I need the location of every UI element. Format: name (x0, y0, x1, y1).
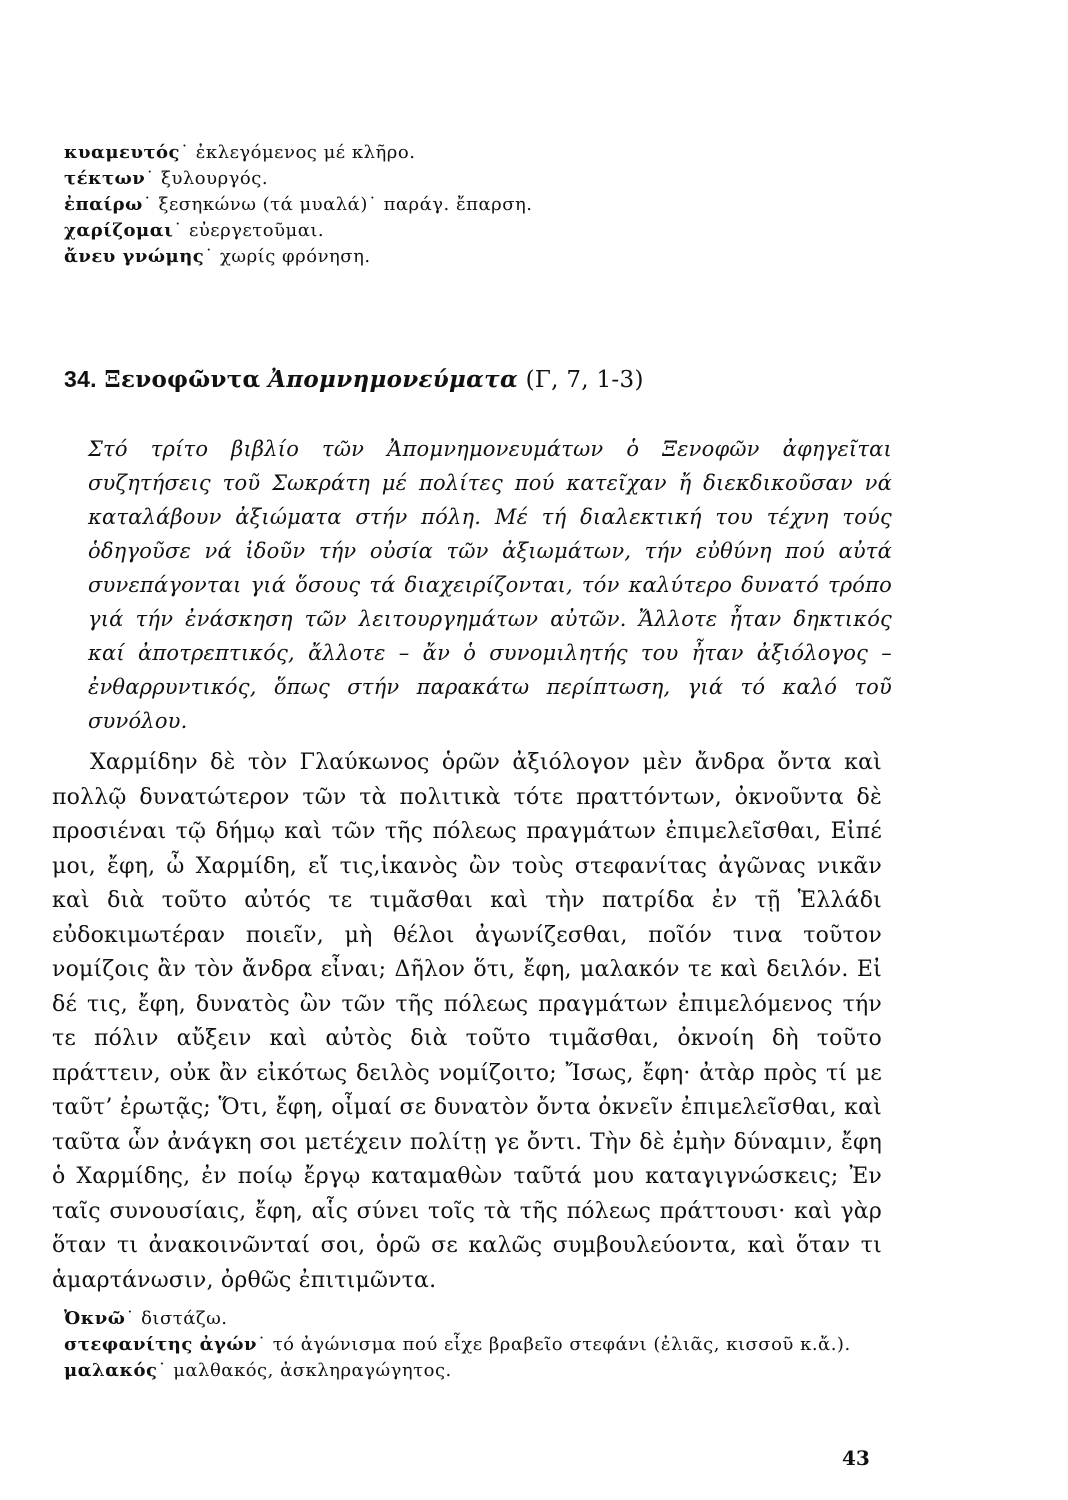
glossary-definition: διστάζω. (141, 1308, 228, 1329)
glossary-term: μαλακός (64, 1360, 158, 1381)
glossary-definition: ἐκλεγόμενος μέ κλῆρο. (195, 142, 416, 163)
section-number: 34. (64, 366, 97, 392)
glossary-entry: τέκτων˙ ξυλουργός. (64, 168, 269, 189)
section-heading (64, 366, 644, 393)
glossary-definition: μαλθακός, ἀσκληραγώγητος. (173, 1360, 452, 1381)
section-work: Ἀπομνημονεύματα (268, 366, 518, 393)
glossary-entry: κυαμευτός˙ ἐκλεγόμενος μέ κλῆρο. (64, 142, 416, 163)
page-number: 43 (842, 1446, 870, 1470)
glossary-definition: εὐεργετοῦμαι. (189, 220, 325, 241)
glossary-term: χαρίζομαι (64, 220, 174, 241)
glossary-entry: μαλακός˙ μαλθακός, ἀσκληραγώγητος. (64, 1360, 452, 1381)
section-author: Ξενοφῶντα (104, 366, 261, 393)
glossary-entry: ἐπαίρω˙ ξεσηκώνω (τά μυαλά)˙ παράγ. ἔπαρση. (64, 194, 533, 215)
glossary-term: κυαμευτός (64, 142, 181, 163)
bottom-glossary (64, 1306, 851, 1384)
glossary-definition: ξυλουργός. (161, 168, 269, 189)
greek-passage: Χαρμίδην δὲ τὸν Γλαύκωνος ὁρῶν ἀξιόλογον μὲν ἄνδρα ὄντα καὶ πολλῷ δυνατώτερον τῶν τὰ πολιτικὰ τότε πραττόντων, ὀκνοῦντα δὲ προσιέναι τῷ δήμῳ καὶ τῶν τῆς πόλεως πραγμάτων ἐπιμελεῖσθαι, Εἰπέ μοι, ἔφη, ὦ Χαρμίδη, εἴ τις,ἱκανὸς ὢν τοὺς στεφανίτας ἀγῶνας νικᾶν καὶ διὰ τοῦτο αὐτός τε τιμᾶσθαι καὶ τὴν πατρίδα ἐν τῇ Ἑλλάδι εὐδοκιμωτέραν ποιεῖν, μὴ θέλοι ἀγωνίζεσθαι, ποῖόν τινα τοῦτον νομίζοις ἂν τὸν ἄνδρα εἶναι; Δῆλον ὅτι, ἔφη, μαλακόν τε καὶ δειλόν. Εἰ δέ τις, ἔφη, δυνατὸς ὢν τῶν τῆς πόλεως πραγμάτων ἐπιμελόμενος τήν τε πόλιν αὔξειν καὶ αὐτὸς διὰ τοῦτο τιμᾶσθαι, ὀκνοίη δὴ τοῦτο πράττειν, οὐκ ἂν εἰκότως δειλὸς νομίζοιτο; Ἴσως, ἔφη· ἀτὰρ πρὸς τί με ταῦτ’ ἐρωτᾷς; Ὅτι, ἔφη, οἶμαί σε δυνατὸν ὄντα ὀκνεῖν ἐπιμελεῖσθαι, καὶ ταῦτα ὧν ἀνάγκη σοι μετέχειν πολίτῃ γε ὄντι. Τὴν δὲ ἐμὴν δύναμιν, ἔφη ὁ Χαρμίδης, ἐν ποίῳ ἔργῳ καταμαθὼν ταῦτά μου καταγιγνώσκεις; Ἐν ταῖς συνουσίαις, ἔφη, αἷς σύνει τοῖς τὰ τῆς πόλεως πράττουσι· καὶ γὰρ ὅταν τι ἀνακοινῶνταί σοι, ὁρῶ σε καλῶς συμβουλεύοντα, καὶ ὅταν τι ἁμαρτάνωσιν, ὀρθῶς ἐπιτιμῶντα. (52, 750, 882, 1293)
glossary-definition: τό ἀγώνισμα πού εἶχε βραβεῖο στεφάνι (ἐλιᾶς, κισσοῦ κ.ἄ.). (272, 1334, 851, 1355)
glossary-entry: Ὀκνῶ˙ διστάζω. (64, 1308, 228, 1329)
glossary-term: ἄνευ γνώμης (64, 246, 205, 267)
glossary-entry: στεφανίτης ἀγών˙ τό ἀγώνισμα πού εἶχε βραβεῖο στεφάνι (ἐλιᾶς, κισσοῦ κ.ἄ.). (64, 1334, 851, 1355)
glossary-term: τέκτων (64, 168, 146, 189)
intro-paragraph: Στό τρίτο βιβλίο τῶν Ἀπομνημονευμάτων ὁ Ξενοφῶν ἀφηγεῖται συζητήσεις τοῦ Σωκράτη μέ πολίτες πού κατεῖχαν ἤ διεκδικοῦσαν νά καταλάβουν ἀξιώματα στήν πόλη. Μέ τή διαλεκτική του τέχνη τούς ὁδηγοῦσε νά ἰδοῦν τήν οὐσία τῶν ἀξιωμάτων, τήν εὐθύνη πού αὐτά συνεπάγονται γιά ὅσους τά διαχειρίζονται, τόν καλύτερο δυνατό τρόπο γιά τήν ἐνάσκηση τῶν λειτουργημάτων αὐτῶν. Ἄλλοτε ἦταν δηκτικός καί ἀποτρεπτικός, ἄλλοτε – ἄν ὁ συνομιλητής του ἦταν ἀξιόλογος – ἐνθαρρυντικός, ὅπως στήν παρακάτω περίπτωση, γιά τό καλό τοῦ συνόλου. (88, 437, 892, 733)
top-glossary (64, 140, 533, 270)
glossary-entry: ἄνευ γνώμης˙ χωρίς φρόνηση. (64, 246, 371, 267)
glossary-term: Ὀκνῶ (64, 1308, 126, 1329)
glossary-definition: χωρίς φρόνηση. (220, 246, 371, 267)
glossary-term: ἐπαίρω (64, 194, 143, 215)
section-reference: (Γ, 7, 1-3) (525, 367, 644, 393)
glossary-term: στεφανίτης ἀγών (64, 1334, 257, 1355)
glossary-definition: ξεσηκώνω (τά μυαλά)˙ παράγ. ἔπαρση. (158, 194, 533, 215)
glossary-entry: χαρίζομαι˙ εὐεργετοῦμαι. (64, 220, 325, 241)
